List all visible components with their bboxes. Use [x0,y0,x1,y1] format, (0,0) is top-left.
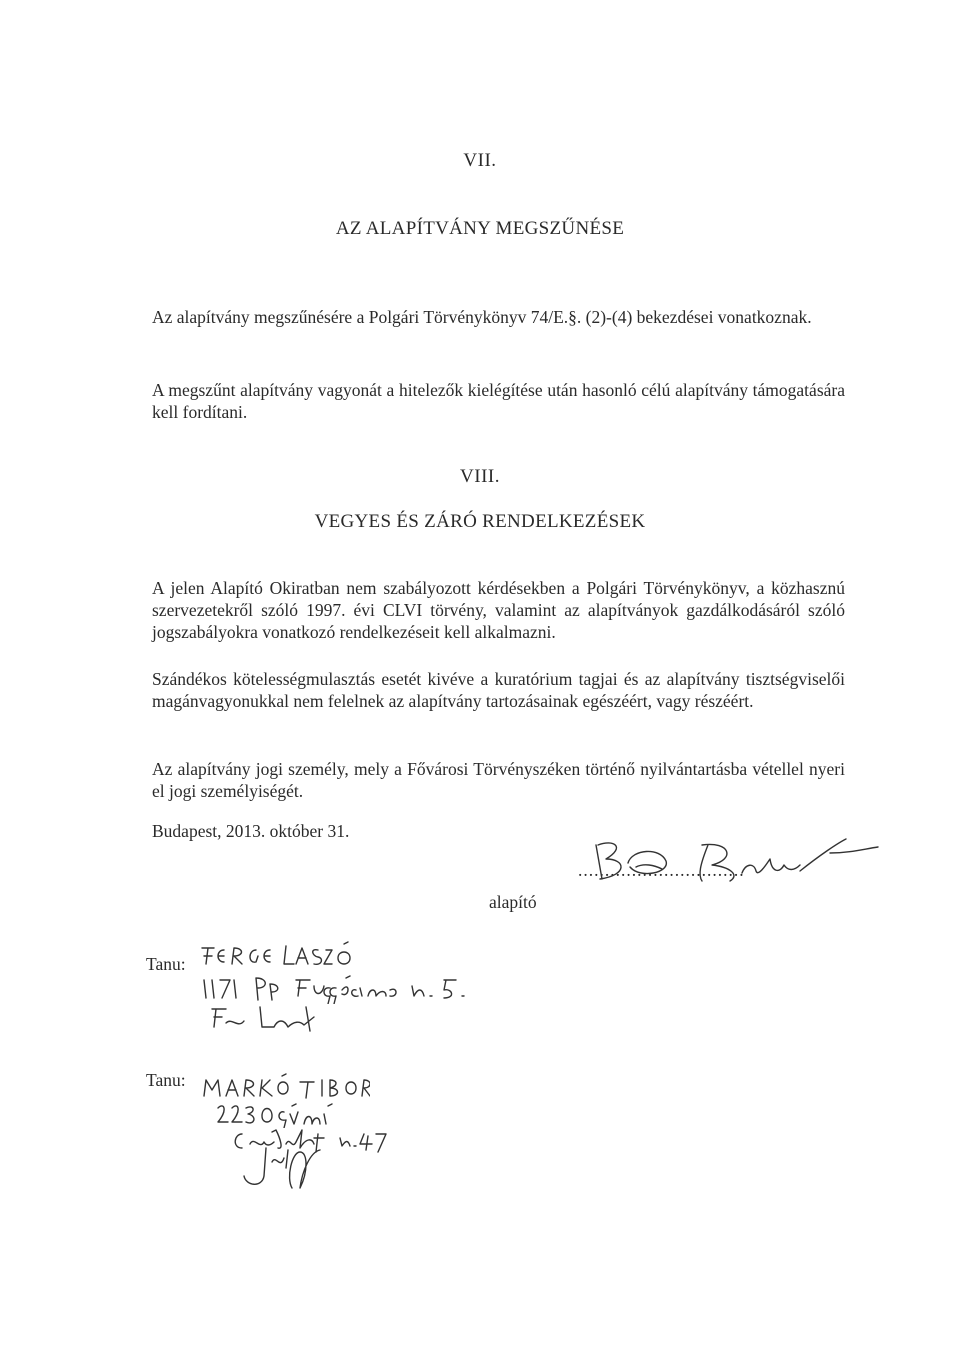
witness-1-label: Tanu: [146,954,186,974]
section-8-paragraph-1: A jelen Alapító Okiratban nem szabályozott kérdésekben a Polgári Törvénykönyv, a közhasznú szervezetekről szóló 1997. évi CLVI törvény, valamint az alapítványok gazdálkodásáról szóló jogszabályokra vonatkozó rendelkezéseit kell alkalmazni. [152,578,845,642]
section-8-number: VIII. [460,466,500,487]
section-7-number: VII. [463,150,497,171]
founder-signature [580,835,880,890]
witness-1-address-handwriting [200,970,480,1004]
section-8-paragraph-2: Szándékos kötelességmulasztás esetét kivéve a kuratórium tagjai és az alapítvány tisztségviselői magánvagyonukkal nem felelnek az alapítvány tartozásainak egészéért, vagy részéért. [152,669,845,711]
section-8-title: VEGYES ÉS ZÁRÓ RENDELKEZÉSEK [314,511,646,532]
witness-2-signature [236,1142,326,1192]
place-and-date: Budapest, 2013. október 31. [152,821,350,841]
witness-1-name-handwriting [196,940,356,972]
section-8-paragraph-3: Az alapítvány jogi személy, mely a Fővárosi Törvényszéken történő nyilvántartásba vétellel nyeri el jogi személyiségét. [152,759,845,801]
witness-2-name-handwriting [200,1072,370,1100]
witness-2-label: Tanu: [146,1070,186,1090]
section-7-paragraph-2: A megszűnt alapítvány vagyonát a hitelezők kielégítése után hasonló célú alapítvány támogatására kell fordítani. [152,380,845,422]
founder-label: alapító [489,892,537,912]
witness-1-signature [204,1003,324,1033]
section-7-paragraph-1: Az alapítvány megszűnésére a Polgári Törvénykönyv 74/E.§. (2)-(4) bekezdései vonatkoznak. [152,307,812,327]
signature-dots: ............................... [578,860,745,880]
section-7-title: AZ ALAPÍTVÁNY MEGSZŰNÉSE [335,218,625,239]
